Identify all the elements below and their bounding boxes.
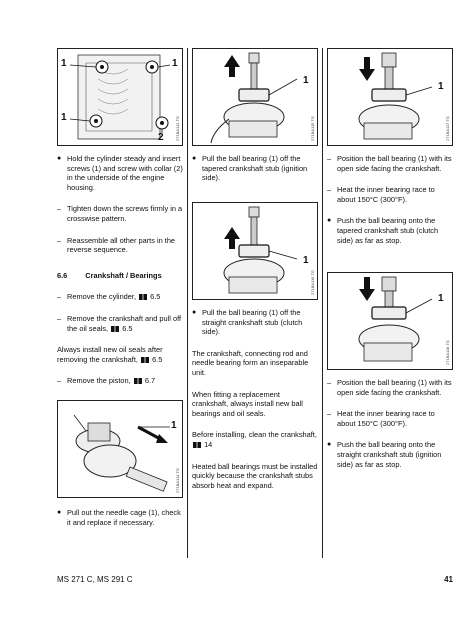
instruction-bullet: ● Pull out the needle cage (1), check it and replace if necessary.	[57, 508, 183, 527]
figure-code: 271BA117 TG	[445, 116, 450, 141]
paragraph-text: Before installing, clean the crankshaft,	[192, 430, 317, 440]
column-1	[57, 48, 183, 527]
callout-2: 2	[158, 132, 164, 143]
figure-code: 271BA114 TG	[175, 468, 180, 493]
callout-1: 1	[61, 58, 67, 69]
column-2	[192, 48, 318, 490]
instruction-dash	[57, 292, 183, 302]
book-icon	[193, 442, 201, 448]
callout-1: 1	[303, 75, 309, 86]
bearing-install-drawing	[328, 273, 453, 370]
paragraph: The crankshaft, connecting rod and needle bearing form an inseparable unit.	[192, 348, 309, 377]
reference-number: 6.5	[122, 323, 133, 333]
paragraph: Heated ball bearings must be installed quickly because the crankshaft stubs absorb heat and expand.	[192, 461, 318, 490]
section-number: 6.6	[57, 270, 68, 280]
column-divider	[322, 48, 323, 558]
bearing-puller-drawing	[193, 203, 318, 300]
book-icon	[139, 294, 147, 300]
footer-model: MS 271 C, MS 291 C	[57, 575, 133, 584]
figure-push-bearing-straight	[327, 272, 453, 370]
column-divider	[187, 48, 188, 558]
reference-number: 6.5	[150, 292, 161, 302]
instruction-bullet: ● Push the ball bearing onto the tapered crankshaft stub (clutch side) as far as stop.	[327, 216, 453, 245]
crankshaft-drawing	[58, 401, 183, 498]
figure-cylinder-screws	[57, 48, 183, 146]
instruction-dash: – Tighten down the screws firmly in a crosswise pattern.	[57, 204, 183, 223]
book-icon	[141, 357, 149, 363]
figure-needle-cage	[57, 400, 183, 498]
page-number: 41	[444, 575, 453, 584]
cylinder-screws-drawing	[58, 49, 183, 146]
instruction-bullet: ● Hold the cylinder steady and insert screws (1) and screw with collar (2) in the underside of the engine housing.	[57, 154, 183, 192]
instruction-bullet: ● Push the ball bearing onto the straight crankshaft stub (ignition side) as far as stop.	[327, 440, 453, 469]
figure-pull-bearing-ignition	[192, 48, 318, 146]
col2-text-bottom	[192, 308, 318, 490]
figure-push-bearing-tapered	[327, 48, 453, 146]
instruction-text: Remove the cylinder,	[67, 292, 137, 302]
figure-pull-bearing-clutch	[192, 202, 318, 300]
callout-1: 1	[171, 420, 177, 431]
figure-code: 271BA118 TG	[445, 340, 450, 365]
col2-text-top	[192, 154, 318, 183]
bearing-puller-drawing	[193, 49, 318, 146]
col3-text-top	[327, 154, 453, 245]
instruction-bullet: ● Pull the ball bearing (1) off the tapered crankshaft stub (ignition side).	[192, 154, 318, 183]
instruction-bullet: ● Pull the ball bearing (1) off the straight crankshaft stub (clutch side).	[192, 308, 318, 337]
paragraph	[57, 345, 183, 364]
figure-code: 271BA116 TG	[310, 270, 315, 295]
callout-1: 1	[303, 255, 309, 266]
book-icon	[111, 326, 119, 332]
figure-code: 271BA115 TG	[310, 116, 315, 141]
instruction-dash	[57, 314, 183, 333]
instruction-dash: – Heat the inner bearing race to about 150°C (300°F).	[327, 185, 453, 204]
col1-text-bottom	[57, 508, 183, 527]
paragraph: When fitting a replacement crankshaft, always install new ball bearings and oil seals.	[192, 389, 303, 418]
paragraph	[192, 430, 318, 449]
instruction-dash	[57, 376, 183, 386]
reference-number: 6.5	[152, 354, 163, 364]
instruction-dash: – Position the ball bearing (1) with its open side facing the crankshaft.	[327, 154, 453, 173]
instruction-dash: – Position the ball bearing (1) with its open side facing the crankshaft.	[327, 378, 453, 397]
bearing-install-drawing	[328, 49, 453, 146]
paragraph-text: Always install new oil seals after removing the crankshaft,	[57, 345, 163, 364]
section-heading	[57, 271, 183, 281]
callout-1: 1	[172, 58, 178, 69]
reference-number: 6.7	[144, 376, 156, 386]
section-title: Crankshaft / Bearings	[85, 270, 162, 280]
callout-1: 1	[438, 81, 444, 92]
callout-1: 1	[61, 112, 67, 123]
instruction-dash: – Reassemble all other parts in the reverse sequence.	[57, 236, 183, 255]
instruction-dash: – Heat the inner bearing race to about 150°C (300°F).	[327, 409, 453, 428]
book-icon	[134, 378, 142, 384]
instruction-text: Remove the crankshaft and pull off the oil seals,	[67, 313, 182, 333]
reference-number: 14	[204, 439, 213, 449]
col3-text-bottom	[327, 378, 453, 469]
instruction-text: Remove the piston,	[67, 376, 131, 386]
figure-code: 271BA112 TG	[175, 116, 180, 141]
callout-1: 1	[438, 293, 444, 304]
col1-text	[57, 154, 183, 386]
column-3	[327, 48, 453, 469]
